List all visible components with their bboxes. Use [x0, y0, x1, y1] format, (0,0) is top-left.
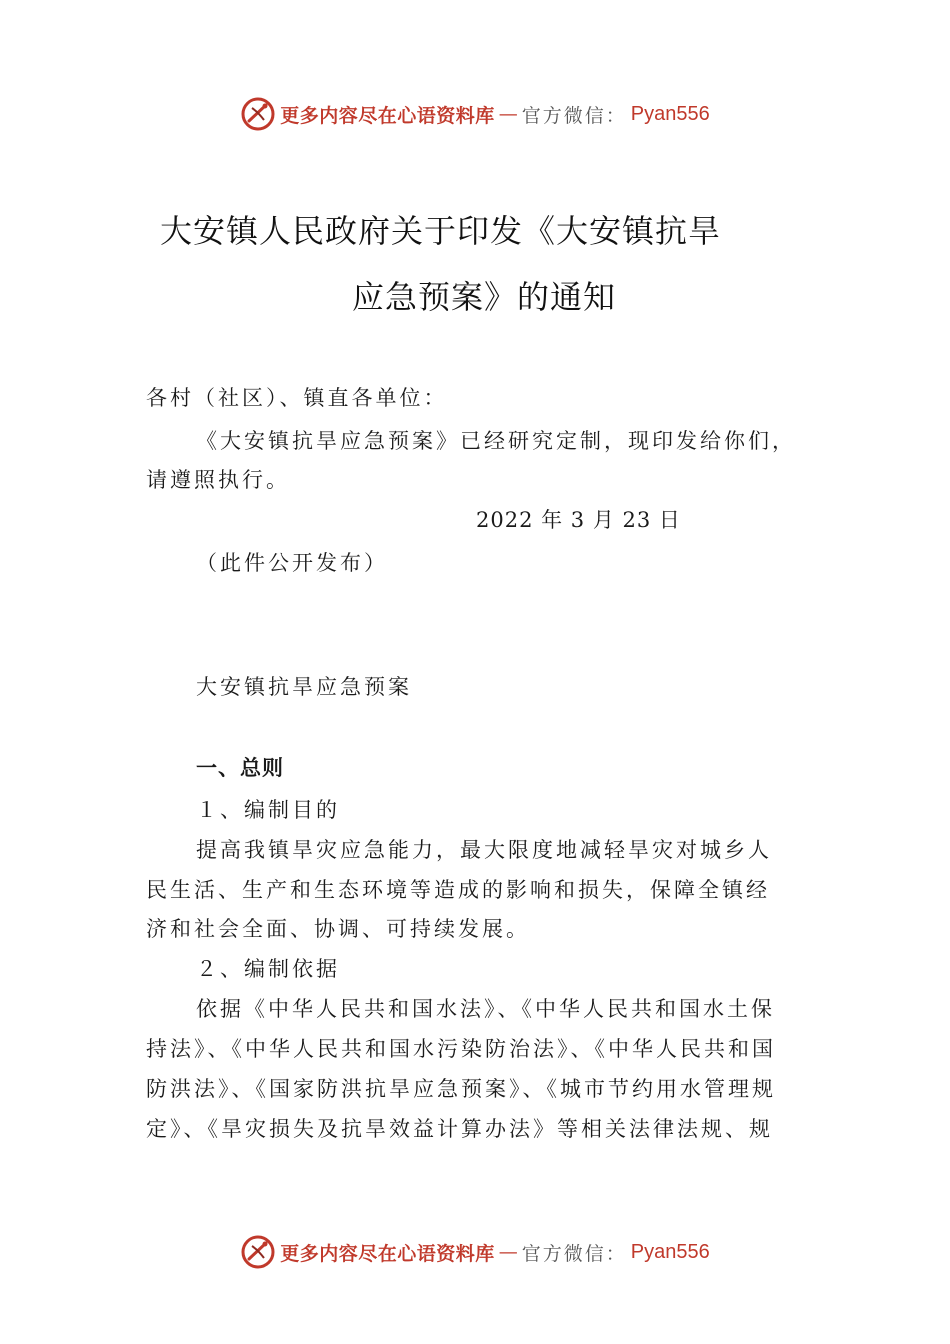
- paragraph-line: 提高我镇旱灾应急能力，最大限度地减轻旱灾对城乡人: [196, 838, 772, 862]
- logo-seal-icon: [240, 1234, 276, 1270]
- logo-seal-icon: [240, 96, 276, 132]
- section-heading-general: 一、总则: [196, 756, 284, 780]
- banner-wechat-label: 官方微信：: [521, 1242, 627, 1265]
- header-banner: [0, 94, 950, 134]
- doc-title-line2: 应急预案》的通知: [352, 278, 617, 316]
- paragraph-line: 依据《中华人民共和国水法》、《中华人民共和国水土保: [196, 997, 775, 1021]
- paragraph-line: 民生活、生产和生态环境等造成的影响和损失，保障全镇经: [146, 878, 770, 902]
- subsection-heading-purpose: １、编制目的: [196, 798, 340, 822]
- banner-wechat-id: Pyan556: [630, 1240, 710, 1263]
- banner-slogan: 更多内容尽在心语资料库: [280, 104, 495, 127]
- notice-date: 2022 年 3 月 23 日: [476, 508, 681, 532]
- notice-body-line2: 请遵照执行。: [146, 468, 290, 492]
- paragraph-line: 持法》、《中华人民共和国水污染防治法》、《中华人民共和国: [146, 1037, 776, 1061]
- doc-title-line1: 大安镇人民政府关于印发《大安镇抗旱: [160, 212, 722, 250]
- plan-title: 大安镇抗旱应急预案: [196, 675, 412, 699]
- paragraph-line: 防洪法》、《国家防洪抗旱应急预案》、《城市节约用水管理规: [146, 1077, 776, 1101]
- banner-slogan: 更多内容尽在心语资料库: [280, 1242, 495, 1265]
- salutation: 各村（社区）、镇直各单位：: [146, 386, 448, 410]
- subsection-heading-basis: ２、编制依据: [196, 957, 340, 981]
- banner-dash: —: [498, 103, 518, 125]
- paragraph-line: 定》、《旱灾损失及抗旱效益计算办法》等相关法律法规、规: [146, 1117, 773, 1141]
- banner-wechat-id: Pyan556: [630, 102, 710, 125]
- publish-note: （此件公开发布）: [196, 551, 388, 575]
- notice-body-line1: 《大安镇抗旱应急预案》已经研究定制，现印发给你们，: [196, 429, 796, 453]
- footer-banner: [0, 1232, 950, 1272]
- banner-dash: —: [498, 1241, 518, 1263]
- banner-wechat-label: 官方微信：: [521, 104, 627, 127]
- paragraph-line: 济和社会全面、协调、可持续发展。: [146, 917, 530, 941]
